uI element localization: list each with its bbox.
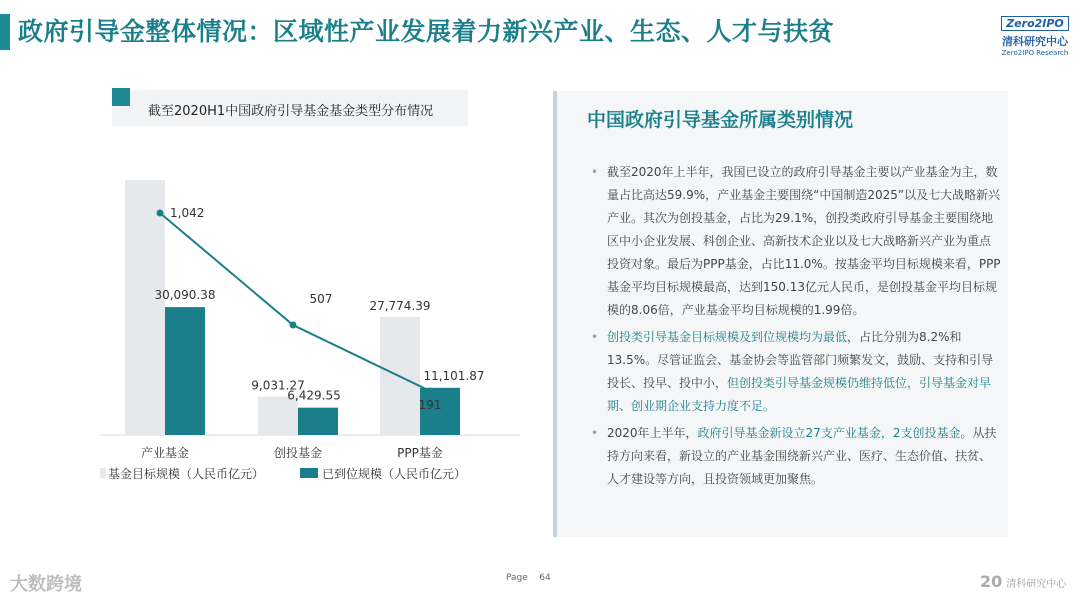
zero2ipo-logo xyxy=(1000,12,1070,58)
info-panel xyxy=(553,91,1008,537)
panel-title: 中国政府引导基金所属类别情况 xyxy=(587,109,854,131)
logo-cn-text: 清科研究中心 xyxy=(1002,35,1068,48)
bullet-dot: • xyxy=(591,330,599,344)
actual-bar xyxy=(298,408,338,435)
bullet-text: 截至2020年上半年，我国已设立的政府引导基金主要以产业基金为主，数量占比高达59.9%，产业基金主要围绕“中国制造2025”以及七大战略新兴产业。其次为创投基金，占比为29.1%，创投类政府引导基金主要围绕地区中小企业发展、科创企业、高新技术企业以及七大战略新兴产业为重点投资对象。最后为PPP基金，占比11.0%。按基金平均目标规模来看，PPP基金平均目标规模最高，达到150.13亿元人民币，是创投基金平均目标规模的8.06倍，产业基金平均目标规模的1.99倍。 xyxy=(607,165,1001,317)
watermark-brand: 大数跨境 xyxy=(10,574,82,595)
footer-brand xyxy=(980,572,1066,591)
actual-bar xyxy=(165,307,205,435)
bullet-item xyxy=(587,326,1002,418)
logo-mark: Zero2IPO xyxy=(1001,16,1069,31)
actual-value-label: 11,101.87 xyxy=(423,368,485,383)
page-title: 政府引导金整体情况：区域性产业发展着力新兴产业、生态、人才与扶贫 xyxy=(18,17,835,46)
bullet-list xyxy=(587,161,1002,495)
category-label: 产业基金 xyxy=(140,446,190,460)
count-point xyxy=(157,210,164,217)
legend-label-actual: 已到位规模（人民币亿元） xyxy=(322,467,467,481)
page-number xyxy=(506,573,551,583)
chart-header xyxy=(112,90,468,126)
category-label: PPP基金 xyxy=(397,446,443,460)
count-point xyxy=(427,388,434,395)
count-label: 191 xyxy=(418,398,442,412)
bullet-item xyxy=(587,422,1002,491)
actual-value-label: 6,429.55 xyxy=(287,388,341,403)
bullet-item xyxy=(587,161,1002,322)
bullet-highlight: 但创投类引导基金规模仍维持低位，引导基金对早期、创业期企业支持力度不足。 xyxy=(607,376,992,413)
target-value-label: 9,031.27 xyxy=(251,378,305,393)
bullet-dot: • xyxy=(591,426,599,440)
category-label: 创投基金 xyxy=(273,446,323,460)
fund-type-chart xyxy=(100,160,520,500)
count-label: 507 xyxy=(309,292,333,306)
legend-swatch-target xyxy=(100,468,106,478)
chart-title: 截至2020H1中国政府引导基金基金类型分布情况 xyxy=(148,104,434,119)
target-value-label: 27,774.39 xyxy=(369,298,431,313)
bullet-dot: • xyxy=(591,165,599,179)
actual-value-label: 30,090.38 xyxy=(154,288,216,303)
chart-header-square xyxy=(112,88,130,106)
legend-label-target: 基金目标规模（人民币亿元） xyxy=(108,467,265,481)
bullet-text: ，占比分别为8.2%和13.5%。尽管证监会、基金协会等监管部门频繁发文，鼓励、支持和引导投长、投早、投中小， xyxy=(607,330,994,390)
logo-en-text: Zero2IPO Research xyxy=(1001,49,1069,57)
legend-swatch-actual xyxy=(300,468,318,478)
bullet-highlight: 创投类引导基金目标规模及到位规模均为最低 xyxy=(607,330,848,344)
page-number-value: 64 xyxy=(539,573,551,583)
bullet-highlight: 政府引导基金新设立27支产业基金，2支创投基金 xyxy=(697,426,961,440)
count-label: 1,042 xyxy=(170,206,205,220)
count-point xyxy=(290,322,297,329)
target-bar xyxy=(125,180,165,435)
footer-brand-text: 清科研究中心 xyxy=(1006,579,1067,590)
bullet-text: 2020年上半年， xyxy=(607,426,698,440)
title-accent-bar xyxy=(0,14,10,50)
footer-brand-mark: 20 xyxy=(980,572,1003,591)
page-label-text: Page xyxy=(506,573,528,583)
bullet-text: 。从扶持方向来看，新设立的产业基金围绕新兴产业、医疗、生态价值、扶贫、人才建设等方向，且投资领域更加聚焦。 xyxy=(607,426,997,486)
